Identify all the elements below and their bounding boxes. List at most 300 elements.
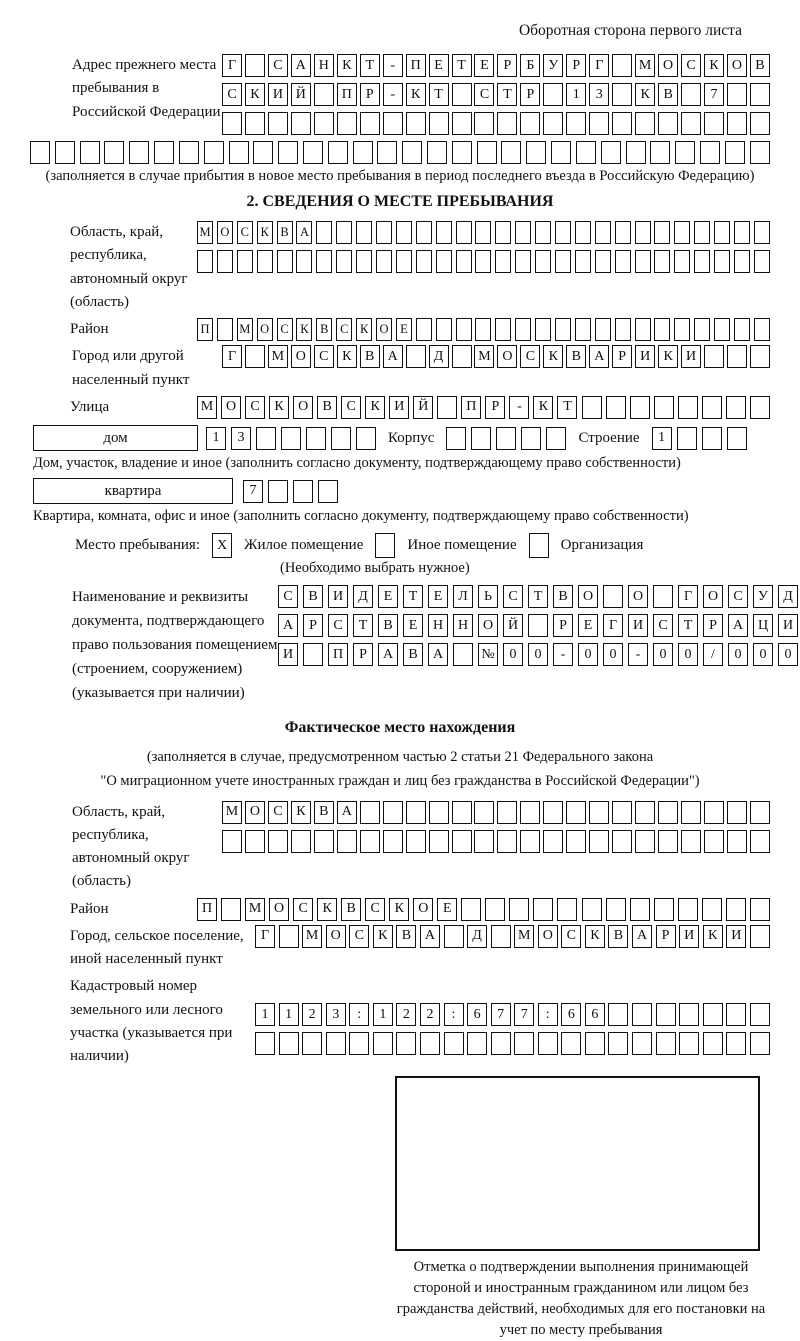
char-cell[interactable] (429, 830, 449, 853)
char-cell[interactable]: - (553, 643, 573, 666)
char-cell[interactable]: М (197, 396, 217, 419)
char-cell[interactable] (575, 250, 591, 273)
char-cell[interactable] (654, 396, 674, 419)
char-cell[interactable]: В (360, 345, 380, 368)
char-cell[interactable]: О (497, 345, 517, 368)
char-cell[interactable]: Е (378, 585, 398, 608)
char-cell[interactable]: 3 (589, 83, 609, 106)
char-cell[interactable]: 0 (603, 643, 623, 666)
char-cell[interactable] (245, 54, 265, 77)
char-cell[interactable] (491, 925, 511, 948)
char-cell[interactable]: П (197, 318, 213, 341)
char-cell[interactable]: 7 (704, 83, 724, 106)
char-cell[interactable] (477, 141, 497, 164)
char-cell[interactable]: 7 (243, 480, 263, 503)
char-cell[interactable] (727, 801, 747, 824)
char-cell[interactable] (702, 396, 722, 419)
char-cell[interactable] (654, 898, 674, 921)
char-cell[interactable]: Т (528, 585, 548, 608)
char-cell[interactable] (566, 830, 586, 853)
char-cell[interactable]: А (632, 925, 652, 948)
char-cell[interactable]: Т (403, 585, 423, 608)
char-cell[interactable] (582, 898, 602, 921)
char-cell[interactable]: С (293, 898, 313, 921)
char-cell[interactable]: 0 (578, 643, 598, 666)
char-cell[interactable] (551, 141, 571, 164)
char-cell[interactable] (444, 1032, 464, 1055)
char-cell[interactable] (726, 1003, 746, 1026)
char-cell[interactable] (461, 898, 481, 921)
char-cell[interactable] (453, 643, 473, 666)
char-cell[interactable] (727, 345, 747, 368)
char-cell[interactable]: А (337, 801, 357, 824)
char-cell[interactable]: О (578, 585, 598, 608)
char-cell[interactable]: А (728, 614, 748, 637)
char-cell[interactable]: С (237, 221, 253, 244)
char-cell[interactable] (612, 83, 632, 106)
char-cell[interactable] (497, 801, 517, 824)
char-cell[interactable]: / (703, 643, 723, 666)
checkbox-inoe[interactable] (375, 533, 395, 558)
char-cell[interactable]: 0 (753, 643, 773, 666)
checkbox-zhiloe[interactable]: X (212, 533, 232, 558)
char-cell[interactable] (420, 1032, 440, 1055)
char-cell[interactable] (278, 141, 298, 164)
char-cell[interactable]: С (341, 396, 361, 419)
char-cell[interactable] (726, 1032, 746, 1055)
char-cell[interactable]: 1 (206, 427, 226, 450)
char-cell[interactable] (566, 112, 586, 135)
char-cell[interactable]: Р (703, 614, 723, 637)
char-cell[interactable] (750, 345, 770, 368)
char-cell[interactable] (533, 898, 553, 921)
char-cell[interactable] (754, 318, 770, 341)
char-cell[interactable]: Е (437, 898, 457, 921)
char-cell[interactable] (268, 112, 288, 135)
char-cell[interactable] (750, 1032, 770, 1055)
char-cell[interactable]: К (704, 54, 724, 77)
char-cell[interactable]: В (608, 925, 628, 948)
char-cell[interactable] (561, 1032, 581, 1055)
char-cell[interactable]: К (337, 345, 357, 368)
char-cell[interactable] (104, 141, 124, 164)
char-cell[interactable] (30, 141, 50, 164)
char-cell[interactable]: С (245, 396, 265, 419)
char-cell[interactable] (555, 318, 571, 341)
char-cell[interactable]: Р (485, 396, 505, 419)
char-cell[interactable]: П (328, 643, 348, 666)
char-cell[interactable] (750, 925, 770, 948)
char-cell[interactable] (279, 1032, 299, 1055)
char-cell[interactable]: С (561, 925, 581, 948)
char-cell[interactable] (727, 830, 747, 853)
char-cell[interactable]: М (237, 318, 253, 341)
char-cell[interactable]: Т (678, 614, 698, 637)
char-cell[interactable] (575, 221, 591, 244)
char-cell[interactable]: В (553, 585, 573, 608)
char-cell[interactable] (452, 345, 472, 368)
char-cell[interactable]: С (222, 83, 242, 106)
char-cell[interactable] (253, 141, 273, 164)
char-cell[interactable]: М (514, 925, 534, 948)
char-cell[interactable] (674, 250, 690, 273)
char-cell[interactable]: А (420, 925, 440, 948)
char-cell[interactable]: 3 (326, 1003, 346, 1026)
char-cell[interactable] (520, 830, 540, 853)
char-cell[interactable] (675, 141, 695, 164)
char-cell[interactable] (314, 830, 334, 853)
char-cell[interactable]: И (268, 83, 288, 106)
char-cell[interactable]: К (291, 801, 311, 824)
char-cell[interactable]: Е (474, 54, 494, 77)
char-cell[interactable]: Г (255, 925, 275, 948)
checkbox-organizatsiya[interactable] (529, 533, 549, 558)
char-cell[interactable]: С (268, 54, 288, 77)
char-cell[interactable] (318, 480, 338, 503)
char-cell[interactable]: К (337, 54, 357, 77)
char-cell[interactable]: Г (222, 54, 242, 77)
char-cell[interactable] (703, 1003, 723, 1026)
char-cell[interactable] (474, 830, 494, 853)
char-cell[interactable]: В (396, 925, 416, 948)
char-cell[interactable] (589, 112, 609, 135)
char-cell[interactable]: 6 (585, 1003, 605, 1026)
char-cell[interactable]: Ц (753, 614, 773, 637)
char-cell[interactable] (376, 221, 392, 244)
char-cell[interactable] (635, 830, 655, 853)
char-cell[interactable] (658, 112, 678, 135)
char-cell[interactable]: 3 (231, 427, 251, 450)
char-cell[interactable] (653, 585, 673, 608)
char-cell[interactable]: Д (429, 345, 449, 368)
char-cell[interactable] (217, 250, 233, 273)
char-cell[interactable] (734, 250, 750, 273)
char-cell[interactable] (396, 221, 412, 244)
char-cell[interactable] (509, 898, 529, 921)
char-cell[interactable] (576, 141, 596, 164)
char-cell[interactable] (495, 250, 511, 273)
char-cell[interactable] (615, 250, 631, 273)
char-cell[interactable] (204, 141, 224, 164)
char-cell[interactable]: Г (603, 614, 623, 637)
char-cell[interactable]: Г (589, 54, 609, 77)
char-cell[interactable] (521, 427, 541, 450)
char-cell[interactable] (467, 1032, 487, 1055)
char-cell[interactable]: В (566, 345, 586, 368)
char-cell[interactable]: С (277, 318, 293, 341)
char-cell[interactable] (520, 801, 540, 824)
char-cell[interactable]: Й (413, 396, 433, 419)
char-cell[interactable]: В (316, 318, 332, 341)
char-cell[interactable] (446, 427, 466, 450)
char-cell[interactable]: А (589, 345, 609, 368)
char-cell[interactable] (316, 250, 332, 273)
char-cell[interactable] (406, 801, 426, 824)
char-cell[interactable] (754, 250, 770, 273)
char-cell[interactable] (750, 830, 770, 853)
char-cell[interactable] (615, 221, 631, 244)
char-cell[interactable]: К (373, 925, 393, 948)
char-cell[interactable] (373, 1032, 393, 1055)
char-cell[interactable] (528, 614, 548, 637)
char-cell[interactable] (635, 801, 655, 824)
char-cell[interactable]: Й (291, 83, 311, 106)
char-cell[interactable]: С (503, 585, 523, 608)
char-cell[interactable] (436, 250, 452, 273)
char-cell[interactable] (615, 318, 631, 341)
char-cell[interactable] (402, 141, 422, 164)
char-cell[interactable] (302, 1032, 322, 1055)
char-cell[interactable] (281, 427, 301, 450)
char-cell[interactable] (535, 221, 551, 244)
char-cell[interactable]: О (291, 345, 311, 368)
char-cell[interactable]: С (314, 345, 334, 368)
char-cell[interactable] (726, 396, 746, 419)
char-cell[interactable]: Р (566, 54, 586, 77)
char-cell[interactable]: М (635, 54, 655, 77)
char-cell[interactable] (601, 141, 621, 164)
char-cell[interactable]: Н (428, 614, 448, 637)
char-cell[interactable]: Р (360, 83, 380, 106)
char-cell[interactable]: Е (428, 585, 448, 608)
char-cell[interactable]: Й (503, 614, 523, 637)
char-cell[interactable] (681, 83, 701, 106)
char-cell[interactable] (356, 250, 372, 273)
char-cell[interactable] (237, 250, 253, 273)
char-cell[interactable]: 0 (528, 643, 548, 666)
char-cell[interactable] (349, 1032, 369, 1055)
char-cell[interactable] (245, 830, 265, 853)
char-cell[interactable] (714, 250, 730, 273)
char-cell[interactable]: Д (467, 925, 487, 948)
char-cell[interactable] (474, 112, 494, 135)
char-cell[interactable] (268, 480, 288, 503)
char-cell[interactable] (291, 112, 311, 135)
char-cell[interactable] (674, 318, 690, 341)
char-cell[interactable] (452, 112, 472, 135)
char-cell[interactable] (356, 221, 372, 244)
char-cell[interactable] (704, 112, 724, 135)
char-cell[interactable]: С (681, 54, 701, 77)
char-cell[interactable]: С (365, 898, 385, 921)
char-cell[interactable] (704, 345, 724, 368)
char-cell[interactable]: В (303, 585, 323, 608)
char-cell[interactable] (257, 250, 273, 273)
char-cell[interactable] (436, 318, 452, 341)
char-cell[interactable]: О (221, 396, 241, 419)
char-cell[interactable]: К (245, 83, 265, 106)
char-cell[interactable]: 0 (503, 643, 523, 666)
char-cell[interactable] (314, 83, 334, 106)
char-cell[interactable]: В (314, 801, 334, 824)
char-cell[interactable]: В (378, 614, 398, 637)
char-cell[interactable] (538, 1032, 558, 1055)
char-cell[interactable] (55, 141, 75, 164)
char-cell[interactable] (612, 830, 632, 853)
char-cell[interactable] (277, 250, 293, 273)
char-cell[interactable]: Д (353, 585, 373, 608)
char-cell[interactable] (197, 250, 213, 273)
char-cell[interactable]: О (217, 221, 233, 244)
char-cell[interactable] (608, 1032, 628, 1055)
char-cell[interactable] (471, 427, 491, 450)
char-cell[interactable] (396, 250, 412, 273)
char-cell[interactable]: К (257, 221, 273, 244)
char-cell[interactable] (727, 427, 747, 450)
char-cell[interactable] (217, 318, 233, 341)
char-cell[interactable] (754, 221, 770, 244)
char-cell[interactable] (452, 141, 472, 164)
char-cell[interactable] (303, 643, 323, 666)
char-cell[interactable] (496, 427, 516, 450)
char-cell[interactable]: В (403, 643, 423, 666)
char-cell[interactable] (279, 925, 299, 948)
char-cell[interactable]: Т (452, 54, 472, 77)
char-cell[interactable]: О (326, 925, 346, 948)
char-cell[interactable] (328, 141, 348, 164)
char-cell[interactable]: О (727, 54, 747, 77)
char-cell[interactable]: - (383, 83, 403, 106)
char-cell[interactable] (654, 250, 670, 273)
char-cell[interactable] (694, 250, 710, 273)
char-cell[interactable]: Т (353, 614, 373, 637)
char-cell[interactable] (416, 250, 432, 273)
char-cell[interactable] (456, 318, 472, 341)
char-cell[interactable] (331, 427, 351, 450)
char-cell[interactable]: К (703, 925, 723, 948)
char-cell[interactable] (575, 318, 591, 341)
char-cell[interactable] (702, 427, 722, 450)
char-cell[interactable]: О (703, 585, 723, 608)
char-cell[interactable] (383, 830, 403, 853)
char-cell[interactable] (383, 112, 403, 135)
char-cell[interactable]: Б (520, 54, 540, 77)
char-cell[interactable]: Р (353, 643, 373, 666)
char-cell[interactable]: Н (453, 614, 473, 637)
char-cell[interactable]: И (778, 614, 798, 637)
char-cell[interactable]: : (444, 1003, 464, 1026)
char-cell[interactable] (436, 221, 452, 244)
char-cell[interactable]: П (337, 83, 357, 106)
char-cell[interactable] (681, 112, 701, 135)
char-cell[interactable]: 7 (514, 1003, 534, 1026)
char-cell[interactable] (595, 318, 611, 341)
char-cell[interactable]: 2 (302, 1003, 322, 1026)
char-cell[interactable]: С (520, 345, 540, 368)
char-cell[interactable] (630, 396, 650, 419)
char-cell[interactable] (475, 318, 491, 341)
char-cell[interactable] (303, 141, 323, 164)
char-cell[interactable] (654, 318, 670, 341)
char-cell[interactable] (314, 112, 334, 135)
char-cell[interactable]: С (328, 614, 348, 637)
char-cell[interactable] (630, 898, 650, 921)
char-cell[interactable]: 2 (420, 1003, 440, 1026)
char-cell[interactable] (452, 801, 472, 824)
char-cell[interactable]: С (268, 801, 288, 824)
char-cell[interactable]: С (653, 614, 673, 637)
char-cell[interactable]: 2 (396, 1003, 416, 1026)
char-cell[interactable]: Ь (478, 585, 498, 608)
char-cell[interactable] (491, 1032, 511, 1055)
char-cell[interactable] (700, 141, 720, 164)
char-cell[interactable] (501, 141, 521, 164)
char-cell[interactable] (429, 801, 449, 824)
char-cell[interactable] (515, 318, 531, 341)
char-cell[interactable]: А (291, 54, 311, 77)
char-cell[interactable]: К (543, 345, 563, 368)
char-cell[interactable] (497, 830, 517, 853)
char-cell[interactable] (245, 112, 265, 135)
char-cell[interactable]: С (474, 83, 494, 106)
char-cell[interactable]: У (753, 585, 773, 608)
char-cell[interactable]: 0 (678, 643, 698, 666)
char-cell[interactable] (456, 250, 472, 273)
char-cell[interactable] (406, 345, 426, 368)
char-cell[interactable]: О (658, 54, 678, 77)
char-cell[interactable] (360, 801, 380, 824)
char-cell[interactable]: Д (778, 585, 798, 608)
char-cell[interactable] (727, 112, 747, 135)
char-cell[interactable]: С (278, 585, 298, 608)
char-cell[interactable]: К (269, 396, 289, 419)
char-cell[interactable] (526, 141, 546, 164)
char-cell[interactable] (406, 830, 426, 853)
char-cell[interactable] (229, 141, 249, 164)
char-cell[interactable] (475, 250, 491, 273)
char-cell[interactable] (658, 801, 678, 824)
char-cell[interactable] (546, 427, 566, 450)
char-cell[interactable]: - (383, 54, 403, 77)
char-cell[interactable] (589, 830, 609, 853)
char-cell[interactable] (678, 396, 698, 419)
char-cell[interactable]: Е (396, 318, 412, 341)
char-cell[interactable]: К (389, 898, 409, 921)
char-cell[interactable] (555, 250, 571, 273)
char-cell[interactable]: Е (403, 614, 423, 637)
char-cell[interactable]: А (378, 643, 398, 666)
char-cell[interactable] (221, 898, 241, 921)
char-cell[interactable] (566, 801, 586, 824)
char-cell[interactable]: В (658, 83, 678, 106)
char-cell[interactable] (356, 427, 376, 450)
char-cell[interactable] (589, 801, 609, 824)
char-cell[interactable] (694, 221, 710, 244)
char-cell[interactable] (316, 221, 332, 244)
char-cell[interactable] (734, 318, 750, 341)
char-cell[interactable] (353, 141, 373, 164)
char-cell[interactable]: И (726, 925, 746, 948)
char-cell[interactable]: А (296, 221, 312, 244)
char-cell[interactable]: Р (520, 83, 540, 106)
char-cell[interactable]: В (317, 396, 337, 419)
char-cell[interactable] (750, 396, 770, 419)
char-cell[interactable]: К (658, 345, 678, 368)
char-cell[interactable] (603, 585, 623, 608)
char-cell[interactable]: К (585, 925, 605, 948)
char-cell[interactable] (245, 345, 265, 368)
char-cell[interactable] (750, 801, 770, 824)
char-cell[interactable] (377, 141, 397, 164)
char-cell[interactable] (416, 221, 432, 244)
char-cell[interactable] (632, 1032, 652, 1055)
char-cell[interactable] (429, 112, 449, 135)
char-cell[interactable] (632, 1003, 652, 1026)
char-cell[interactable]: Р (612, 345, 632, 368)
char-cell[interactable] (515, 250, 531, 273)
char-cell[interactable]: Т (497, 83, 517, 106)
char-cell[interactable]: Р (303, 614, 323, 637)
